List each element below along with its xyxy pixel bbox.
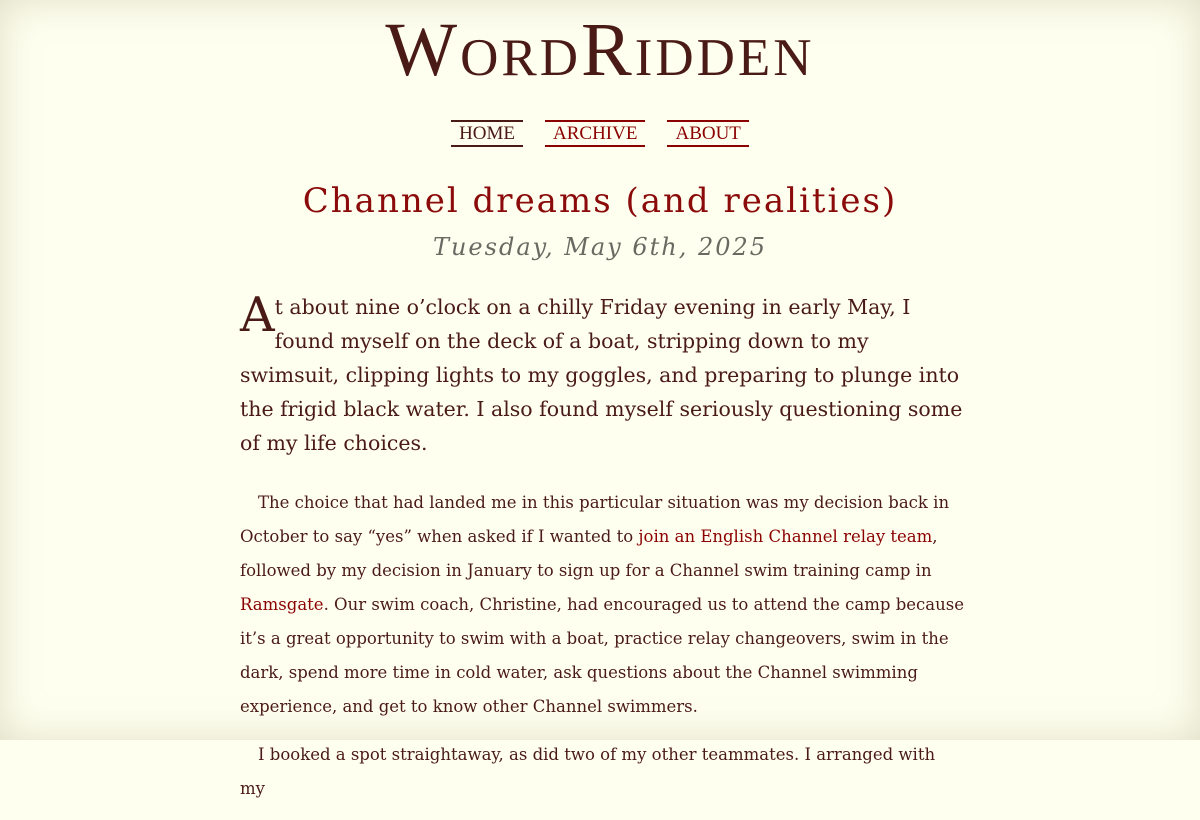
relay-team-link[interactable]: join an English Channel relay team bbox=[638, 527, 933, 546]
paragraph-text: The choice that had landed me in this particular situation was my decision back in October to say “yes” when asked if I wanted to bbox=[240, 493, 950, 546]
nav-about-link[interactable]: ABOUT bbox=[667, 120, 748, 147]
nav-home-link[interactable]: HOME bbox=[451, 120, 523, 147]
lead-paragraph bbox=[240, 287, 965, 460]
lead-text: t about nine o’clock on a chilly Friday evening in early May, I found myself on the deck of a boat, stripping down to my swimsuit, clipping lights to my goggles, and preparing to plunge into the frigid black water. I also found myself seriously questioning some of my life choices. bbox=[240, 295, 963, 455]
post-content bbox=[240, 287, 965, 820]
post-date: Tuesday, May 6th, 2025 bbox=[432, 233, 768, 261]
ramsgate-link[interactable]: Ramsgate bbox=[240, 595, 324, 614]
site-title[interactable]: WordRidden bbox=[385, 8, 815, 92]
paragraph-text: I booked a spot straightaway, as did two of my other teammates. I arranged with my bbox=[240, 745, 936, 798]
paragraph-text: . Our swim coach, Christine, had encouraged us to attend the camp because it’s a great opportunity to swim with a boat, practice relay changeovers, swim in the dark, spend more time in cold water, ask questions about the Channel swimming experience, and get to know other Channel swimmers. bbox=[240, 595, 964, 716]
drop-cap: A bbox=[240, 287, 275, 343]
paragraph-text: , followed by my decision in January to sign up for a Channel swim training camp in bbox=[240, 527, 938, 580]
body-paragraph bbox=[240, 486, 965, 724]
body-paragraph bbox=[240, 738, 965, 806]
main-nav bbox=[0, 120, 1200, 147]
post-title: Channel dreams (and realities) bbox=[302, 181, 898, 221]
nav-archive-link[interactable]: ARCHIVE bbox=[545, 120, 645, 147]
